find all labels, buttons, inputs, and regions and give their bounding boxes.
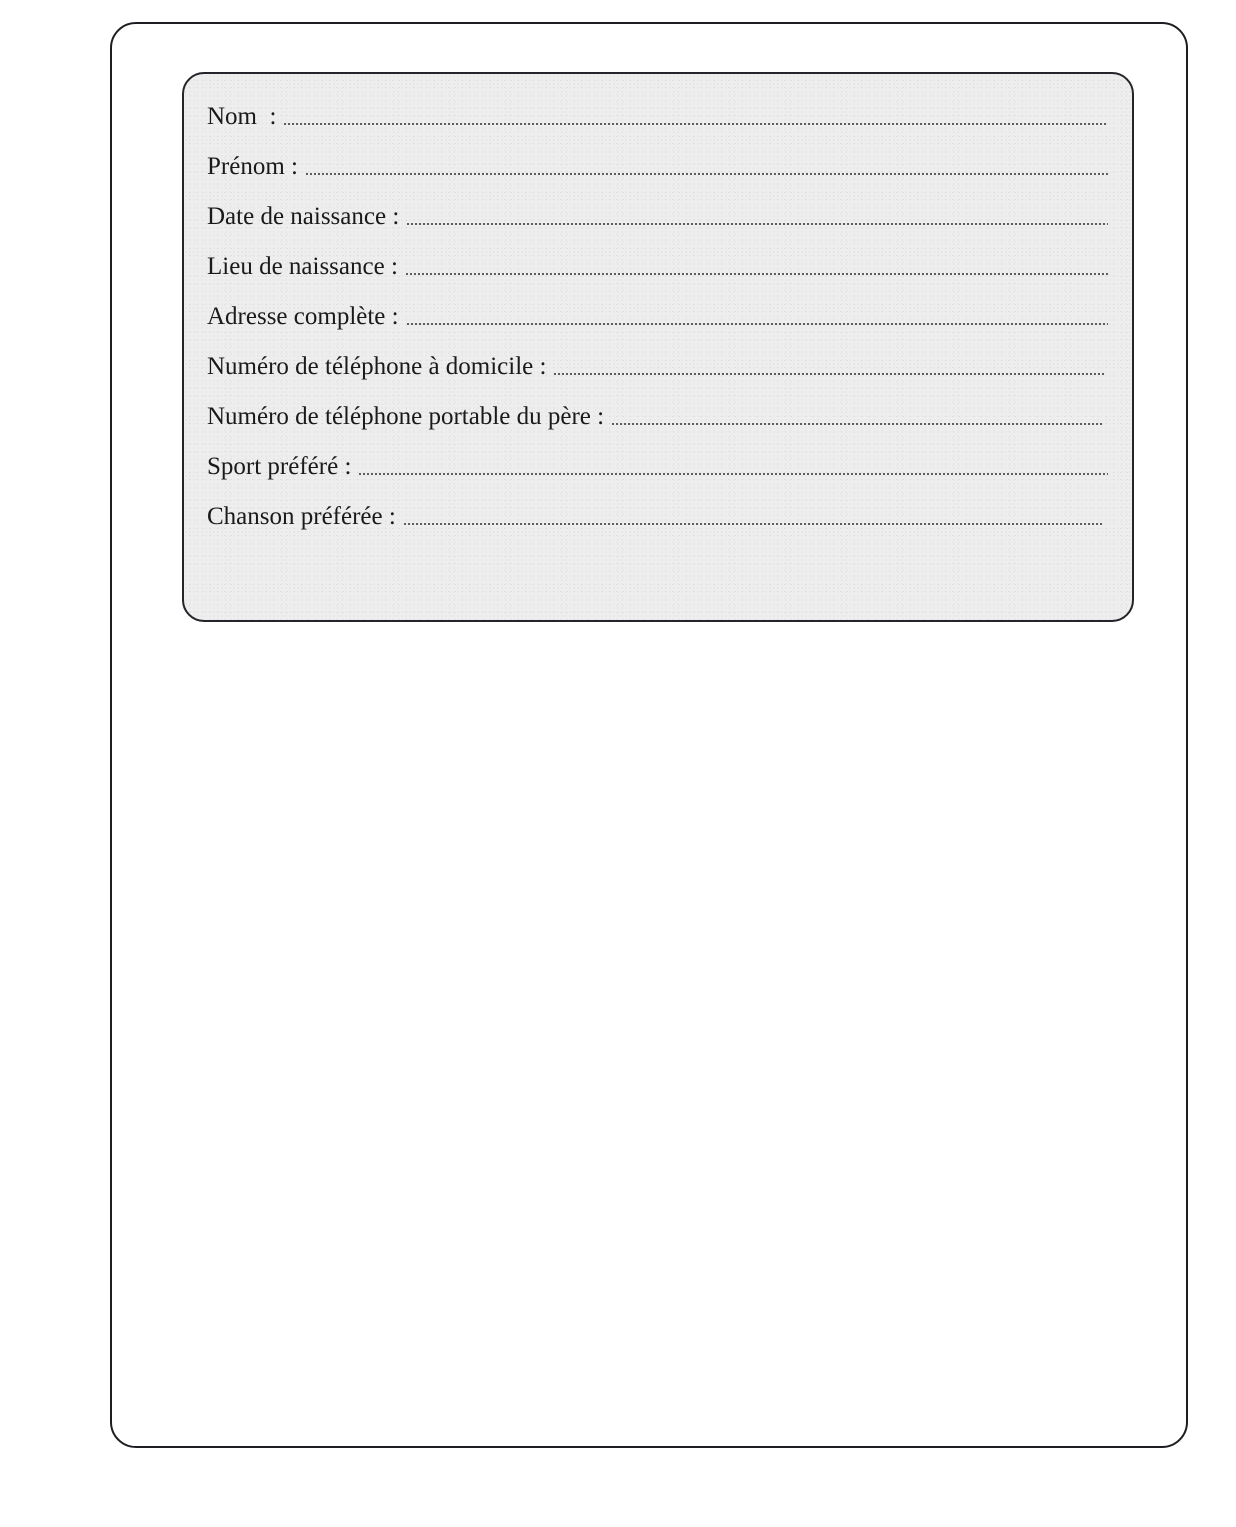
field-line-sport-prefere[interactable] [358,473,1108,475]
field-label-adresse-complete: Adresse complète : [207,303,399,330]
field-label-telephone-portable-pere: Numéro de téléphone portable du père : [207,403,605,430]
field-line-adresse-complete[interactable] [406,323,1108,325]
field-label-sport-prefere: Sport préféré : [207,453,352,480]
field-label-nom: Nom : [207,103,277,130]
field-label-date-de-naissance: Date de naissance : [207,203,400,230]
field-line-prenom[interactable] [305,173,1108,175]
field-nom[interactable] [207,98,1108,132]
field-line-nom[interactable] [283,123,1108,125]
field-label-lieu-de-naissance: Lieu de naissance : [207,253,398,280]
field-chanson-preferee[interactable] [207,498,1102,532]
field-line-date-de-naissance[interactable] [406,223,1108,225]
field-sport-prefere[interactable] [207,448,1108,482]
field-label-chanson-preferee: Chanson préférée : [207,503,396,530]
field-line-chanson-preferee[interactable] [403,523,1102,525]
field-telephone-domicile[interactable] [207,348,1104,382]
field-line-lieu-de-naissance[interactable] [405,273,1108,275]
field-lieu-de-naissance[interactable] [207,248,1108,282]
field-label-telephone-domicile: Numéro de téléphone à domicile : [207,353,547,380]
field-adresse-complete[interactable] [207,298,1108,332]
field-date-de-naissance[interactable] [207,198,1108,232]
field-prenom[interactable] [207,148,1108,182]
field-telephone-portable-pere[interactable] [207,398,1104,432]
field-line-telephone-portable-pere[interactable] [611,423,1104,425]
field-label-prenom: Prénom : [207,153,298,180]
field-line-telephone-domicile[interactable] [553,373,1104,375]
